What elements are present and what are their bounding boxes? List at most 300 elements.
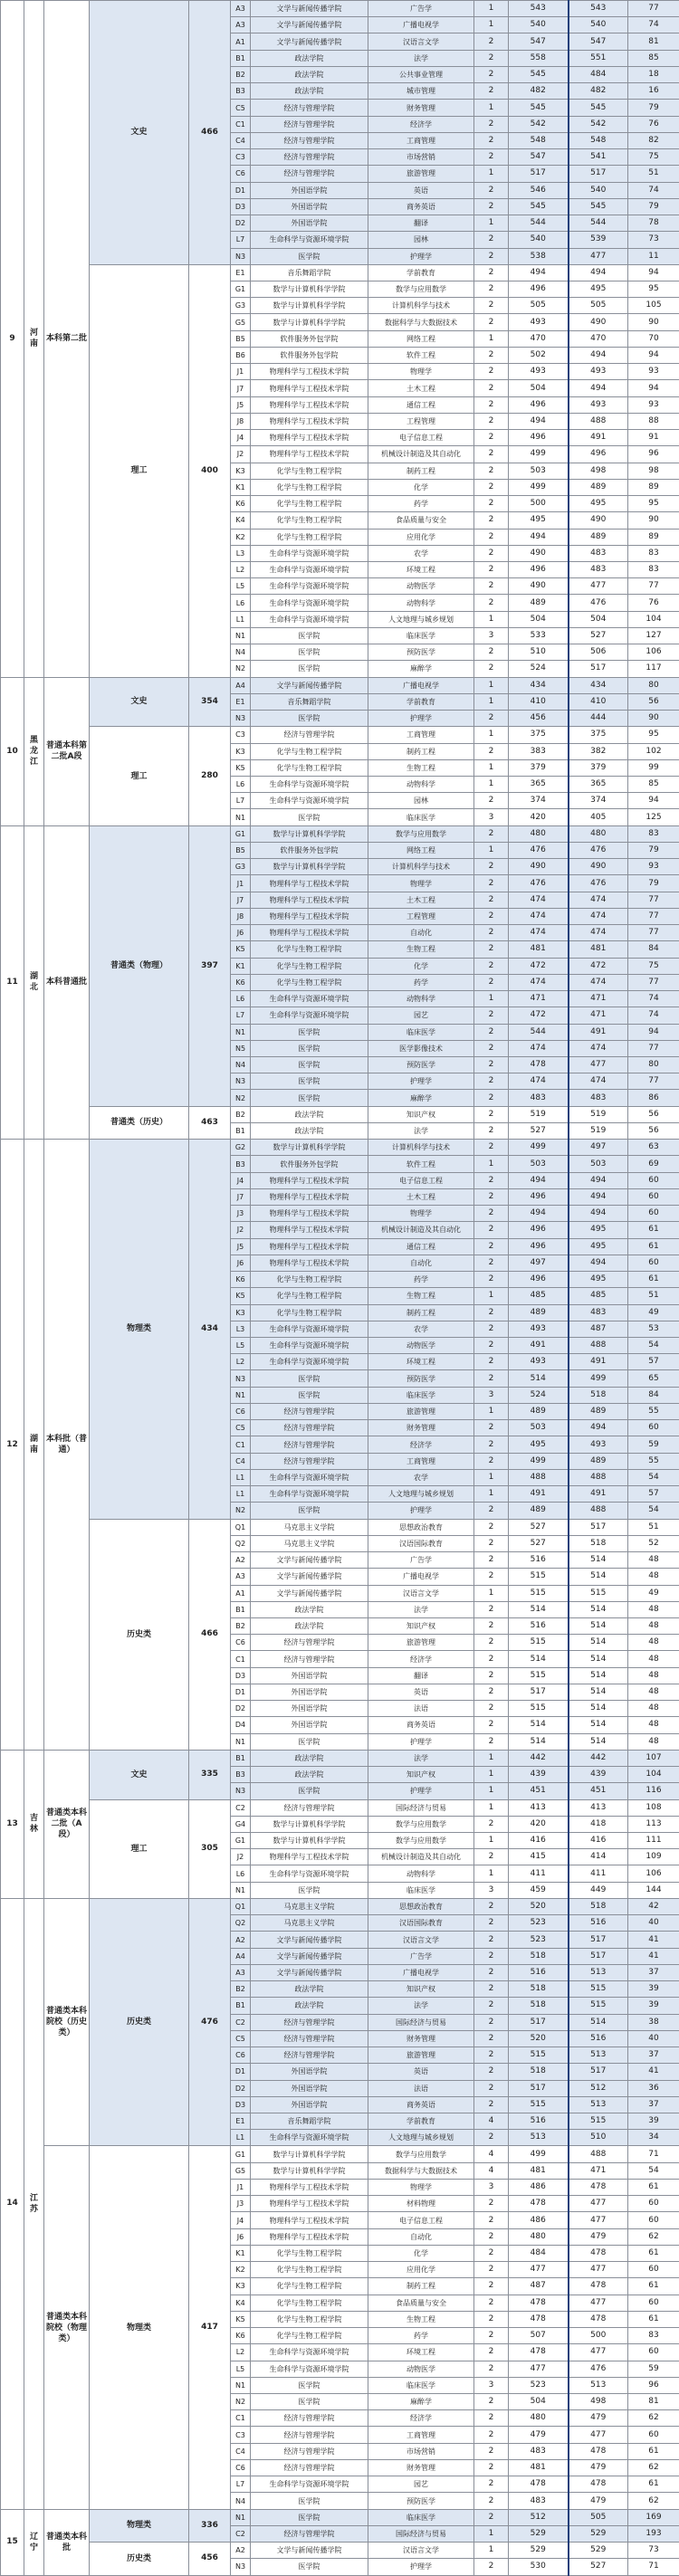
max-score-cell: 494 (509, 1172, 569, 1188)
plan-cell: 2 (474, 2443, 509, 2459)
min-score-cell: 544 (569, 215, 628, 232)
plan-cell: 2 (474, 1617, 509, 1634)
plan-cell: 1 (474, 1585, 509, 1601)
major-cell: 工程管理 (368, 908, 474, 924)
college-cell: 数学与计算机科学学院 (251, 1816, 368, 1832)
college-cell: 物理科学与工程技术学院 (251, 430, 368, 446)
code-cell: E1 (231, 693, 251, 710)
major-cell: 财务管理 (368, 2459, 474, 2476)
major-cell: 旅游管理 (368, 1403, 474, 1419)
over-line-cell: 51 (628, 1519, 679, 1535)
max-score-cell: 495 (509, 1436, 569, 1453)
code-cell: B2 (231, 1981, 251, 1998)
plan-cell: 2 (474, 364, 509, 380)
code-cell: K4 (231, 512, 251, 529)
code-cell: J6 (231, 1255, 251, 1271)
college-cell: 物理科学与工程技术学院 (251, 1255, 368, 1271)
over-line-cell: 48 (628, 1569, 679, 1585)
max-score-cell: 494 (509, 1206, 569, 1222)
max-score-cell: 493 (509, 364, 569, 380)
over-line-cell: 84 (628, 941, 679, 958)
college-cell: 医学院 (251, 1503, 368, 1519)
major-cell: 农学 (368, 545, 474, 561)
over-line-cell: 83 (628, 825, 679, 842)
college-cell: 经济与管理学院 (251, 727, 368, 743)
plan-cell: 2 (474, 1601, 509, 1617)
code-cell: N3 (231, 248, 251, 264)
code-cell: C4 (231, 132, 251, 148)
plan-cell: 2 (474, 2030, 509, 2046)
major-cell: 经济学 (368, 2410, 474, 2427)
subject-type: 理工 (90, 727, 189, 825)
control-line: 397 (189, 825, 231, 1106)
code-cell: C6 (231, 2047, 251, 2064)
over-line-cell: 85 (628, 777, 679, 793)
college-cell: 生命科学与资源环境学院 (251, 1321, 368, 1337)
min-score-cell: 494 (569, 380, 628, 396)
college-cell: 经济与管理学院 (251, 1436, 368, 1453)
code-cell: L7 (231, 1007, 251, 1024)
over-line-cell: 86 (628, 1090, 679, 1106)
min-score-cell: 494 (569, 264, 628, 281)
plan-cell: 2 (474, 2262, 509, 2278)
max-score-cell: 416 (509, 1833, 569, 1849)
over-line-cell: 39 (628, 1981, 679, 1998)
plan-cell: 2 (474, 925, 509, 941)
max-score-cell: 545 (509, 198, 569, 215)
college-cell: 外国语学院 (251, 2064, 368, 2080)
code-cell: N2 (231, 661, 251, 677)
min-score-cell: 478 (569, 2179, 628, 2195)
max-score-cell: 383 (509, 743, 569, 759)
code-cell: B5 (231, 330, 251, 347)
max-score-cell: 497 (509, 1255, 569, 1271)
plan-cell: 2 (474, 430, 509, 446)
college-cell: 物理科学与工程技术学院 (251, 364, 368, 380)
major-cell: 农学 (368, 1469, 474, 1485)
college-cell: 医学院 (251, 2559, 368, 2575)
over-line-cell: 99 (628, 759, 679, 776)
over-line-cell: 77 (628, 892, 679, 908)
over-line-cell: 79 (628, 842, 679, 858)
college-cell: 物理科学与工程技术学院 (251, 1188, 368, 1205)
max-score-cell: 514 (509, 1733, 569, 1750)
max-score-cell: 524 (509, 1387, 569, 1403)
code-cell: N3 (231, 711, 251, 727)
college-cell: 经济与管理学院 (251, 116, 368, 132)
over-line-cell: 48 (628, 1701, 679, 1717)
college-cell: 化学与生物工程学院 (251, 2245, 368, 2261)
plan-cell: 1 (474, 166, 509, 182)
over-line-cell: 116 (628, 1783, 679, 1799)
college-cell: 物理科学与工程技术学院 (251, 2179, 368, 2195)
over-line-cell: 48 (628, 1601, 679, 1617)
max-score-cell: 547 (509, 149, 569, 166)
plan-cell: 2 (474, 1915, 509, 1932)
plan-cell: 1 (474, 1799, 509, 1816)
code-cell: B2 (231, 66, 251, 82)
over-line-cell: 60 (628, 1188, 679, 1205)
college-cell: 马克思主义学院 (251, 1915, 368, 1932)
max-score-cell: 538 (509, 248, 569, 264)
college-cell: 马克思主义学院 (251, 1519, 368, 1535)
min-score-cell: 514 (569, 1601, 628, 1617)
plan-cell: 2 (474, 182, 509, 198)
min-score-cell: 513 (569, 2096, 628, 2113)
max-score-cell: 490 (509, 859, 569, 875)
over-line-cell: 98 (628, 463, 679, 479)
max-score-cell: 481 (509, 941, 569, 958)
over-line-cell: 77 (628, 1, 679, 17)
over-line-cell: 73 (628, 232, 679, 248)
min-score-cell: 414 (569, 1849, 628, 1865)
major-cell: 通信工程 (368, 396, 474, 413)
major-cell: 网络工程 (368, 330, 474, 347)
over-line-cell: 51 (628, 1288, 679, 1304)
plan-cell: 2 (474, 958, 509, 974)
college-cell: 生命科学与资源环境学院 (251, 595, 368, 611)
plan-cell: 2 (474, 661, 509, 677)
control-line: 354 (189, 677, 231, 727)
major-cell: 园艺 (368, 2476, 474, 2493)
code-cell: J5 (231, 1238, 251, 1255)
code-cell: K2 (231, 529, 251, 545)
code-cell: L5 (231, 578, 251, 595)
code-cell: N1 (231, 627, 251, 644)
code-cell: J3 (231, 1206, 251, 1222)
max-score-cell: 474 (509, 1073, 569, 1090)
max-score-cell: 533 (509, 627, 569, 644)
over-line-cell: 61 (628, 1272, 679, 1288)
college-cell: 物理科学与工程技术学院 (251, 2212, 368, 2228)
major-cell: 制药工程 (368, 463, 474, 479)
over-line-cell: 169 (628, 2509, 679, 2525)
plan-cell: 2 (474, 1040, 509, 1056)
max-score-cell: 459 (509, 1882, 569, 1898)
plan-cell: 3 (474, 2179, 509, 2195)
min-score-cell: 442 (569, 1750, 628, 1766)
min-score-cell: 539 (569, 232, 628, 248)
table-row (1, 2543, 679, 2559)
code-cell: K4 (231, 2295, 251, 2311)
max-score-cell: 486 (509, 2179, 569, 2195)
over-line-cell: 74 (628, 182, 679, 198)
plan-cell: 1 (474, 2543, 509, 2559)
college-cell: 生命科学与资源环境学院 (251, 2344, 368, 2361)
max-score-cell: 514 (509, 1717, 569, 1733)
major-cell: 人文地理与城乡规划 (368, 611, 474, 627)
major-cell: 广告学 (368, 1, 474, 17)
plan-cell: 2 (474, 1964, 509, 1980)
major-cell: 电子信息工程 (368, 430, 474, 446)
over-line-cell: 83 (628, 545, 679, 561)
code-cell: G3 (231, 298, 251, 314)
college-cell: 外国语学院 (251, 2096, 368, 2113)
min-score-cell: 478 (569, 2278, 628, 2295)
major-cell: 药学 (368, 2328, 474, 2344)
min-score-cell: 517 (569, 166, 628, 182)
major-cell: 城市管理 (368, 83, 474, 100)
plan-cell: 2 (474, 1140, 509, 1156)
code-cell: L1 (231, 611, 251, 627)
over-line-cell: 81 (628, 2393, 679, 2409)
code-cell: B1 (231, 50, 251, 66)
plan-cell: 2 (474, 2410, 509, 2427)
college-cell: 数学与计算机科学学院 (251, 298, 368, 314)
max-score-cell: 491 (509, 1486, 569, 1503)
college-cell: 音乐舞蹈学院 (251, 693, 368, 710)
college-cell: 化学与生物工程学院 (251, 2328, 368, 2344)
code-cell: G1 (231, 825, 251, 842)
over-line-cell: 193 (628, 2525, 679, 2542)
code-cell: J6 (231, 2228, 251, 2245)
college-cell: 医学院 (251, 809, 368, 825)
plan-cell: 2 (474, 2245, 509, 2261)
college-cell: 医学院 (251, 1882, 368, 1898)
over-line-cell: 51 (628, 166, 679, 182)
plan-cell: 2 (474, 1519, 509, 1535)
min-score-cell: 494 (569, 1255, 628, 1271)
major-cell: 数学与应用数学 (368, 1816, 474, 1832)
college-cell: 经济与管理学院 (251, 1799, 368, 1816)
max-score-cell: 434 (509, 677, 569, 693)
table-row (1, 2146, 679, 2162)
major-cell: 生物工程 (368, 1288, 474, 1304)
plan-cell: 3 (474, 1882, 509, 1898)
over-line-cell: 90 (628, 512, 679, 529)
min-score-cell: 405 (569, 809, 628, 825)
over-line-cell: 113 (628, 1816, 679, 1832)
plan-cell: 4 (474, 2146, 509, 2162)
major-cell: 动物科学 (368, 1865, 474, 1882)
province-number: 12 (1, 1140, 24, 1751)
college-cell: 化学与生物工程学院 (251, 1272, 368, 1288)
code-cell: C5 (231, 1420, 251, 1436)
min-score-cell: 516 (569, 2030, 628, 2046)
province-name: 辽宁 (24, 2509, 44, 2575)
max-score-cell: 493 (509, 314, 569, 330)
code-cell: G3 (231, 859, 251, 875)
plan-cell: 2 (474, 1172, 509, 1188)
over-line-cell: 48 (628, 1684, 679, 1700)
code-cell: K1 (231, 958, 251, 974)
plan-cell: 4 (474, 2113, 509, 2130)
major-cell: 临床医学 (368, 2509, 474, 2525)
college-cell: 生命科学与资源环境学院 (251, 1486, 368, 1503)
college-cell: 生命科学与资源环境学院 (251, 777, 368, 793)
major-cell: 财务管理 (368, 2030, 474, 2046)
major-cell: 汉语国际教育 (368, 1915, 474, 1932)
college-cell: 生命科学与资源环境学院 (251, 1469, 368, 1485)
major-cell: 麻醉学 (368, 2393, 474, 2409)
over-line-cell: 76 (628, 116, 679, 132)
plan-cell: 2 (474, 1569, 509, 1585)
table-row (1, 1140, 679, 1156)
min-score-cell: 503 (569, 1156, 628, 1172)
subject-type: 普通类（历史） (90, 1106, 189, 1139)
over-line-cell: 39 (628, 2113, 679, 2130)
code-cell: D1 (231, 1684, 251, 1700)
over-line-cell: 60 (628, 2427, 679, 2443)
code-cell: A1 (231, 33, 251, 50)
plan-cell: 2 (474, 248, 509, 264)
college-cell: 经济与管理学院 (251, 1651, 368, 1667)
plan-cell: 2 (474, 578, 509, 595)
code-cell: B3 (231, 1156, 251, 1172)
plan-cell: 2 (474, 479, 509, 495)
college-cell: 外国语学院 (251, 215, 368, 232)
min-score-cell: 490 (569, 512, 628, 529)
min-score-cell: 515 (569, 1585, 628, 1601)
over-line-cell: 48 (628, 1635, 679, 1651)
plan-cell: 2 (474, 2493, 509, 2509)
plan-cell: 2 (474, 1354, 509, 1370)
over-line-cell: 54 (628, 1503, 679, 1519)
max-score-cell: 470 (509, 330, 569, 347)
code-cell: C3 (231, 2427, 251, 2443)
min-score-cell: 517 (569, 2064, 628, 2080)
college-cell: 医学院 (251, 2393, 368, 2409)
over-line-cell: 94 (628, 347, 679, 363)
major-cell: 电子信息工程 (368, 2212, 474, 2228)
max-score-cell: 499 (509, 446, 569, 463)
max-score-cell: 512 (509, 2509, 569, 2525)
min-score-cell: 514 (569, 1569, 628, 1585)
min-score-cell: 451 (569, 1783, 628, 1799)
major-cell: 机械设计制造及其自动化 (368, 446, 474, 463)
min-score-cell: 496 (569, 446, 628, 463)
major-cell: 动物医学 (368, 2361, 474, 2377)
max-score-cell: 516 (509, 1964, 569, 1980)
college-cell: 医学院 (251, 2509, 368, 2525)
code-cell: G1 (231, 1833, 251, 1849)
min-score-cell: 495 (569, 1222, 628, 1238)
code-cell: G1 (231, 281, 251, 297)
college-cell: 数学与计算机科学学院 (251, 314, 368, 330)
plan-cell: 2 (474, 396, 509, 413)
major-cell: 国际经济与贸易 (368, 2525, 474, 2542)
college-cell: 外国语学院 (251, 198, 368, 215)
code-cell: L2 (231, 1354, 251, 1370)
max-score-cell: 523 (509, 1932, 569, 1948)
min-score-cell: 506 (569, 644, 628, 661)
plan-cell: 2 (474, 1024, 509, 1040)
min-score-cell: 514 (569, 2014, 628, 2030)
over-line-cell: 54 (628, 2162, 679, 2179)
control-line: 336 (189, 2509, 231, 2542)
college-cell: 生命科学与资源环境学院 (251, 611, 368, 627)
max-score-cell: 514 (509, 1651, 569, 1667)
max-score-cell: 478 (509, 2295, 569, 2311)
max-score-cell: 479 (509, 2427, 569, 2443)
min-score-cell: 375 (569, 727, 628, 743)
subject-type: 文史 (90, 677, 189, 727)
major-cell: 汉语言文学 (368, 1932, 474, 1948)
code-cell: K3 (231, 743, 251, 759)
college-cell: 经济与管理学院 (251, 2459, 368, 2476)
major-cell: 土木工程 (368, 380, 474, 396)
over-line-cell: 57 (628, 1486, 679, 1503)
code-cell: D1 (231, 2064, 251, 2080)
plan-cell: 2 (474, 1932, 509, 1948)
college-cell: 马克思主义学院 (251, 1898, 368, 1914)
code-cell: G2 (231, 1140, 251, 1156)
min-score-cell: 374 (569, 793, 628, 809)
plan-cell: 2 (474, 1436, 509, 1453)
major-cell: 生物工程 (368, 941, 474, 958)
code-cell: N5 (231, 1040, 251, 1056)
batch-name: 普通本科第二批A段 (44, 677, 90, 825)
college-cell: 文学与新闻传播学院 (251, 1552, 368, 1569)
plan-cell: 2 (474, 2559, 509, 2575)
major-cell: 园林 (368, 232, 474, 248)
code-cell: J1 (231, 364, 251, 380)
college-cell: 软件服务外包学院 (251, 1156, 368, 1172)
max-score-cell: 547 (509, 33, 569, 50)
code-cell: J7 (231, 1188, 251, 1205)
min-score-cell: 477 (569, 2427, 628, 2443)
major-cell: 食品质量与安全 (368, 2295, 474, 2311)
code-cell: J8 (231, 413, 251, 429)
over-line-cell: 94 (628, 793, 679, 809)
major-cell: 动物医学 (368, 1337, 474, 1353)
max-score-cell: 413 (509, 1799, 569, 1816)
plan-cell: 2 (474, 2064, 509, 2080)
code-cell: N1 (231, 1882, 251, 1898)
plan-cell: 2 (474, 298, 509, 314)
over-line-cell: 94 (628, 264, 679, 281)
major-cell: 制药工程 (368, 1304, 474, 1321)
code-cell: Q1 (231, 1898, 251, 1914)
plan-cell: 2 (474, 496, 509, 512)
code-cell: Q2 (231, 1915, 251, 1932)
code-cell: L2 (231, 561, 251, 577)
plan-cell: 2 (474, 463, 509, 479)
over-line-cell: 74 (628, 1007, 679, 1024)
major-cell: 土木工程 (368, 892, 474, 908)
code-cell: D4 (231, 1717, 251, 1733)
max-score-cell: 375 (509, 727, 569, 743)
plan-cell: 2 (474, 2509, 509, 2525)
code-cell: K6 (231, 496, 251, 512)
code-cell: B3 (231, 83, 251, 100)
min-score-cell: 489 (569, 1453, 628, 1469)
max-score-cell: 504 (509, 380, 569, 396)
plan-cell: 2 (474, 974, 509, 990)
major-cell: 物理学 (368, 364, 474, 380)
over-line-cell: 91 (628, 430, 679, 446)
max-score-cell: 515 (509, 1585, 569, 1601)
min-score-cell: 527 (569, 627, 628, 644)
college-cell: 物理科学与工程技术学院 (251, 446, 368, 463)
max-score-cell: 495 (509, 512, 569, 529)
over-line-cell: 107 (628, 1750, 679, 1766)
plan-cell: 2 (474, 413, 509, 429)
province-name: 湖北 (24, 825, 44, 1139)
table-row (1, 1750, 679, 1766)
code-cell: N1 (231, 2377, 251, 2393)
over-line-cell: 49 (628, 1585, 679, 1601)
major-cell: 护理学 (368, 2559, 474, 2575)
subject-type: 物理类 (90, 2146, 189, 2509)
max-score-cell: 442 (509, 1750, 569, 1766)
min-score-cell: 489 (569, 1403, 628, 1419)
major-cell: 广播电视学 (368, 677, 474, 693)
max-score-cell: 515 (509, 2096, 569, 2113)
over-line-cell: 60 (628, 1206, 679, 1222)
major-cell: 旅游管理 (368, 166, 474, 182)
plan-cell: 2 (474, 545, 509, 561)
